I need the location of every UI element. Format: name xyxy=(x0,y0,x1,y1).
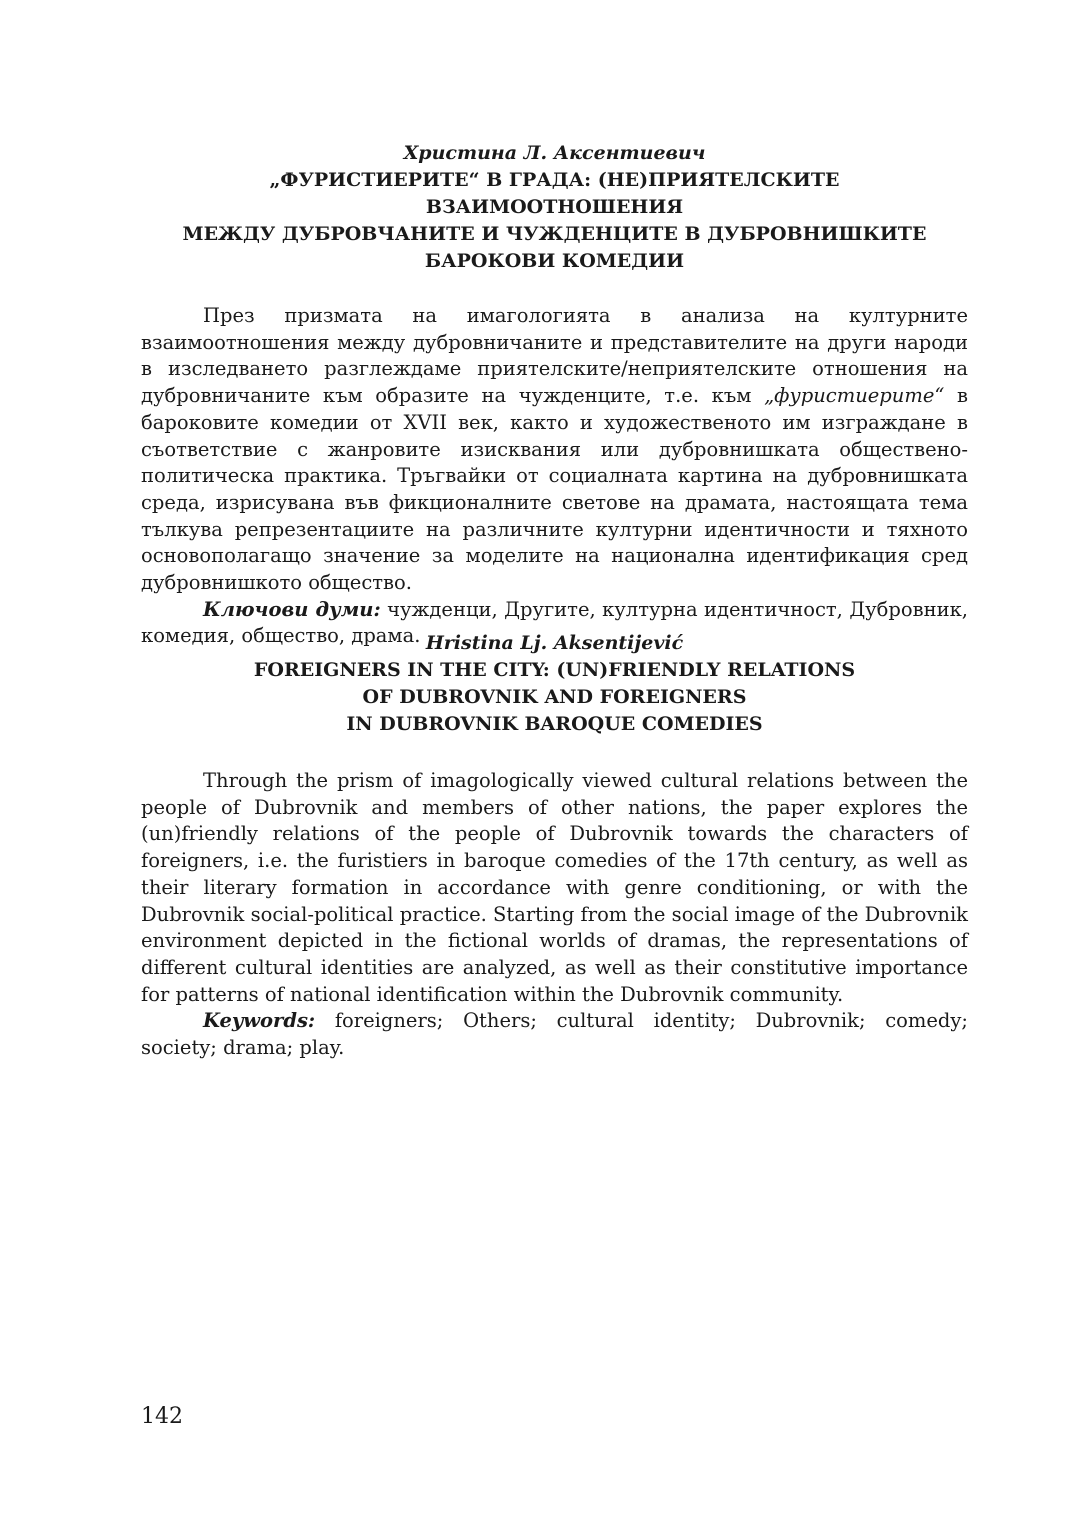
article-title-bg xyxy=(141,167,968,275)
abstract-bg xyxy=(141,303,968,597)
bulgarian-summary xyxy=(141,140,968,650)
document-page xyxy=(141,0,968,1534)
keywords-en xyxy=(141,1008,968,1061)
title-line: „ФУРИСТИЕРИТЕ“ В ГРАДА: (НЕ)ПРИЯТЕЛСКИТЕ ВЗАИМООТНОШЕНИЯ xyxy=(269,169,840,218)
article-title-en xyxy=(141,657,968,738)
abstract-text: През призмата на имагологията в анализа на културните взаимоотношения между дубровничаните и представителите на други народи в изследването разглеждаме приятелските/неприятелските отношения на дубровничаните към образите на чужденците, т.е. към xyxy=(141,304,968,408)
keywords-label: Ключови думи: xyxy=(203,597,381,621)
author-name-en: Hristina Lj. Aksentijević xyxy=(425,632,684,654)
author-name-bg: Христина Л. Аксентиевич xyxy=(403,142,706,164)
page-number: 142 xyxy=(141,1404,183,1429)
title-line: IN DUBROVNIK BAROQUE COMEDIES xyxy=(346,713,763,735)
title-line: МЕЖДУ ДУБРОВЧАНИТЕ И ЧУЖДЕНЦИТЕ В ДУБРОВНИШКИТЕ xyxy=(182,223,927,245)
abstract-text: в бароковите комедии от XVII век, както и художественото им изграждане в съответствие с жанровите изисквания или дубровнишката обществено-политическа практика. Тръгвайки от социалната картина на дубровнишката среда, изрисувана във фикционалните светове на драмата, настоящата тема тълкува репрезентациите на различните културни идентичности и тяхното основополагащо значение за моделите на национална идентификация сред дубровнишкото общество. xyxy=(141,384,968,595)
keywords-label: Keywords: xyxy=(203,1009,316,1033)
title-line: БАРОКОВИ КОМЕДИИ xyxy=(424,250,685,272)
keywords-text: чужденци, Другите, културна идентичност, Дубровник, комедия, общество, драма. xyxy=(141,597,968,648)
title-line: OF DUBROVNIK AND FOREIGNERS xyxy=(362,686,747,708)
title-line: FOREIGNERS IN THE CITY: (UN)FRIENDLY RELATIONS xyxy=(253,659,856,681)
keywords-text: foreigners; Others; cultural identity; Dubrovnik; comedy; society; drama; play. xyxy=(141,1009,968,1060)
abstract-en: Through the prism of imagologically viewed cultural relations between the people of Dubrovnik and members of other nations, the paper explores the (un)friendly relations of the people of Dubrovnik towards the characters of foreigners, i.e. the furistiers in baroque comedies of the 17th century, as well as their literary formation in accordance with genre conditioning, or with the Dubrovnik social-political practice. Starting from the social image of the Dubrovnik environment depicted in the fictional worlds of dramas, the representations of different cultural identities are analyzed, as well as their constitutive importance for patterns of national identification within the Dubrovnik community. xyxy=(141,769,968,1006)
english-summary xyxy=(141,630,968,1062)
abstract-italic-term: „фуристиерите“ xyxy=(764,384,945,408)
